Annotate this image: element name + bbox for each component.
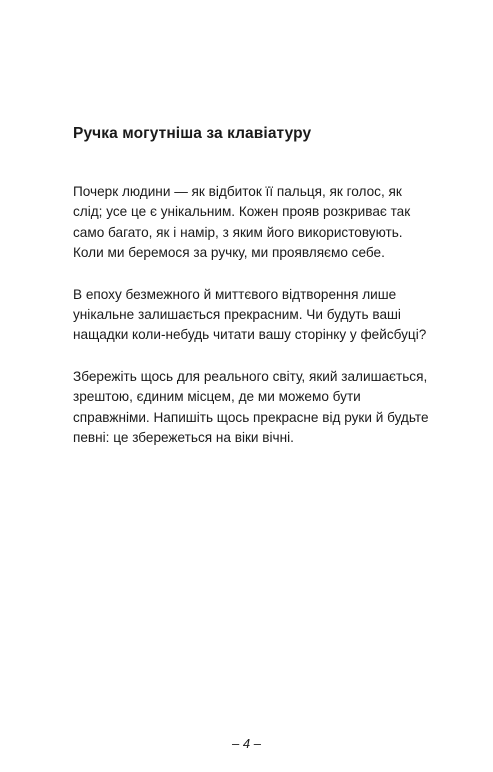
paragraph-3 [73,367,433,449]
text-line: нащадки коли-небудь читати вашу сторінку у фейсбуці? [73,327,427,343]
text-line: Почерк людини — як відбиток її пальця, як голос, як [73,184,402,199]
paragraph-1 [73,182,433,264]
page-number: – 4 – [232,736,261,751]
text-line: зрештою, єдиним місцем, де ми можемо бути [73,389,361,405]
text-line: слід; усе це є унікальним. Кожен прояв розкриває так [73,204,411,220]
body-text [73,182,433,469]
text-line: В епоху безмежного й миттєвого відтворення лише [73,286,397,302]
text-line: певні: це збережеться на віки вічні. [73,430,294,446]
text-line: Збережіть щось для реального світу, який залишається, [73,368,428,384]
paragraph-2 [73,285,433,346]
chapter-title: Ручка могутніша за клавіатуру [73,125,312,142]
text-line: Коли ми беремося за ручку, ми проявляємо себе. [73,245,385,261]
text-line: справжніми. Напишіть щось прекрасне від руки й будьте [73,409,429,425]
text-line: само багато, як і намір, з яким його використовують. [73,224,403,240]
text-line: унікальне залишається прекрасним. Чи будуть ваші [73,307,401,323]
